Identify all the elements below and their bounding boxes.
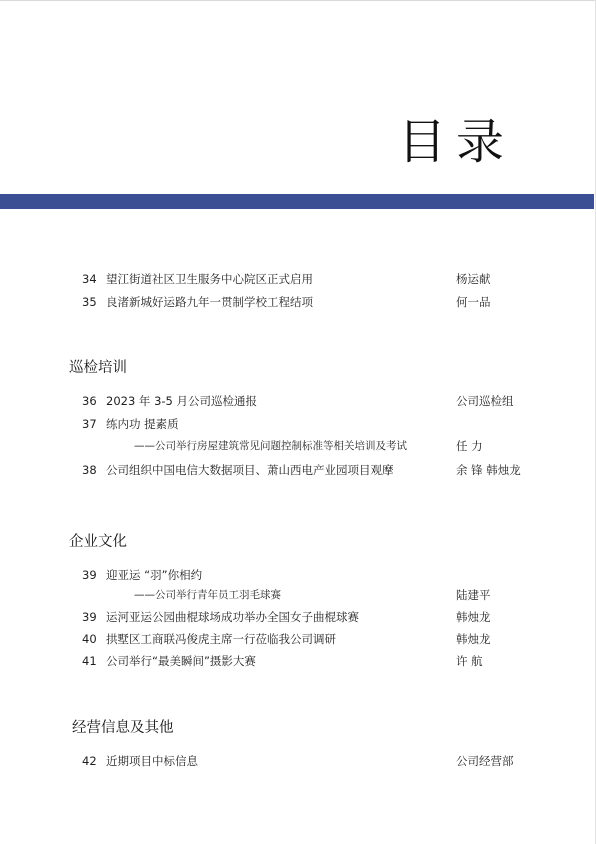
entry-author: 何一品 bbox=[456, 295, 491, 309]
title-band bbox=[0, 194, 594, 209]
entry-author: 韩烛龙 bbox=[456, 610, 491, 624]
entry-page-number: 35 bbox=[82, 295, 97, 309]
entry-title: 2023 年 3-5 月公司巡检通报 bbox=[106, 394, 258, 408]
entry-title: 练内功 提素质 bbox=[106, 417, 179, 431]
entry-title: 公司举行“最美瞬间”摄影大赛 bbox=[106, 654, 256, 668]
entry-page-number: 39 bbox=[82, 610, 97, 624]
entry-page-number: 36 bbox=[82, 394, 97, 408]
entry-page-number: 38 bbox=[82, 463, 97, 477]
toc-entry-subtitle bbox=[0, 437, 596, 455]
entry-author: 公司经营部 bbox=[456, 754, 514, 768]
entry-subtitle: ——公司举行青年员工羽毛球赛 bbox=[134, 589, 281, 601]
entry-author: 任 力 bbox=[456, 439, 483, 453]
entry-title: 望江街道社区卫生服务中心院区正式启用 bbox=[106, 272, 313, 286]
entry-author: 余 锋 韩烛龙 bbox=[456, 463, 521, 477]
page-top-border bbox=[0, 0, 596, 1]
toc-entry bbox=[0, 293, 596, 311]
entry-author: 公司巡检组 bbox=[456, 394, 514, 408]
toc-entry bbox=[0, 566, 596, 584]
toc-entry-subtitle bbox=[0, 586, 596, 604]
entry-title: 近期项目中标信息 bbox=[106, 754, 198, 768]
toc-entry bbox=[0, 752, 596, 770]
entry-author: 许 航 bbox=[456, 654, 483, 668]
entry-page-number: 39 bbox=[82, 568, 97, 582]
entry-title: 公司组织中国电信大数据项目、萧山西电产业园项目观摩 bbox=[106, 463, 394, 477]
section-heading: 企业文化 bbox=[69, 534, 127, 550]
toc-entry bbox=[0, 415, 596, 433]
page-title: 目录 bbox=[398, 114, 515, 170]
entry-title: 迎亚运 “羽”你相约 bbox=[106, 568, 203, 582]
toc-entry bbox=[0, 608, 596, 626]
toc-entry bbox=[0, 652, 596, 670]
toc-entry bbox=[0, 461, 596, 479]
entry-page-number: 37 bbox=[82, 417, 97, 431]
entry-subtitle: ——公司举行房屋建筑常见问题控制标准等相关培训及考试 bbox=[134, 440, 407, 452]
entry-author: 韩烛龙 bbox=[456, 632, 491, 646]
entry-title: 拱墅区工商联冯俊虎主席一行莅临我公司调研 bbox=[106, 632, 336, 646]
entry-page-number: 40 bbox=[82, 632, 97, 646]
toc-entry bbox=[0, 270, 596, 288]
entry-page-number: 34 bbox=[82, 272, 97, 286]
entry-title: 运河亚运公园曲棍球场成功举办全国女子曲棍球赛 bbox=[106, 610, 359, 624]
section-heading: 巡检培训 bbox=[69, 360, 127, 376]
section-heading: 经营信息及其他 bbox=[72, 720, 174, 736]
entry-title: 良渚新城好运路九年一贯制学校工程结项 bbox=[106, 295, 313, 309]
toc-entry bbox=[0, 630, 596, 648]
entry-page-number: 41 bbox=[82, 654, 97, 668]
entry-author: 陆建平 bbox=[456, 588, 491, 602]
toc-entry bbox=[0, 392, 596, 410]
entry-page-number: 42 bbox=[82, 754, 97, 768]
entry-author: 杨运献 bbox=[456, 272, 491, 286]
